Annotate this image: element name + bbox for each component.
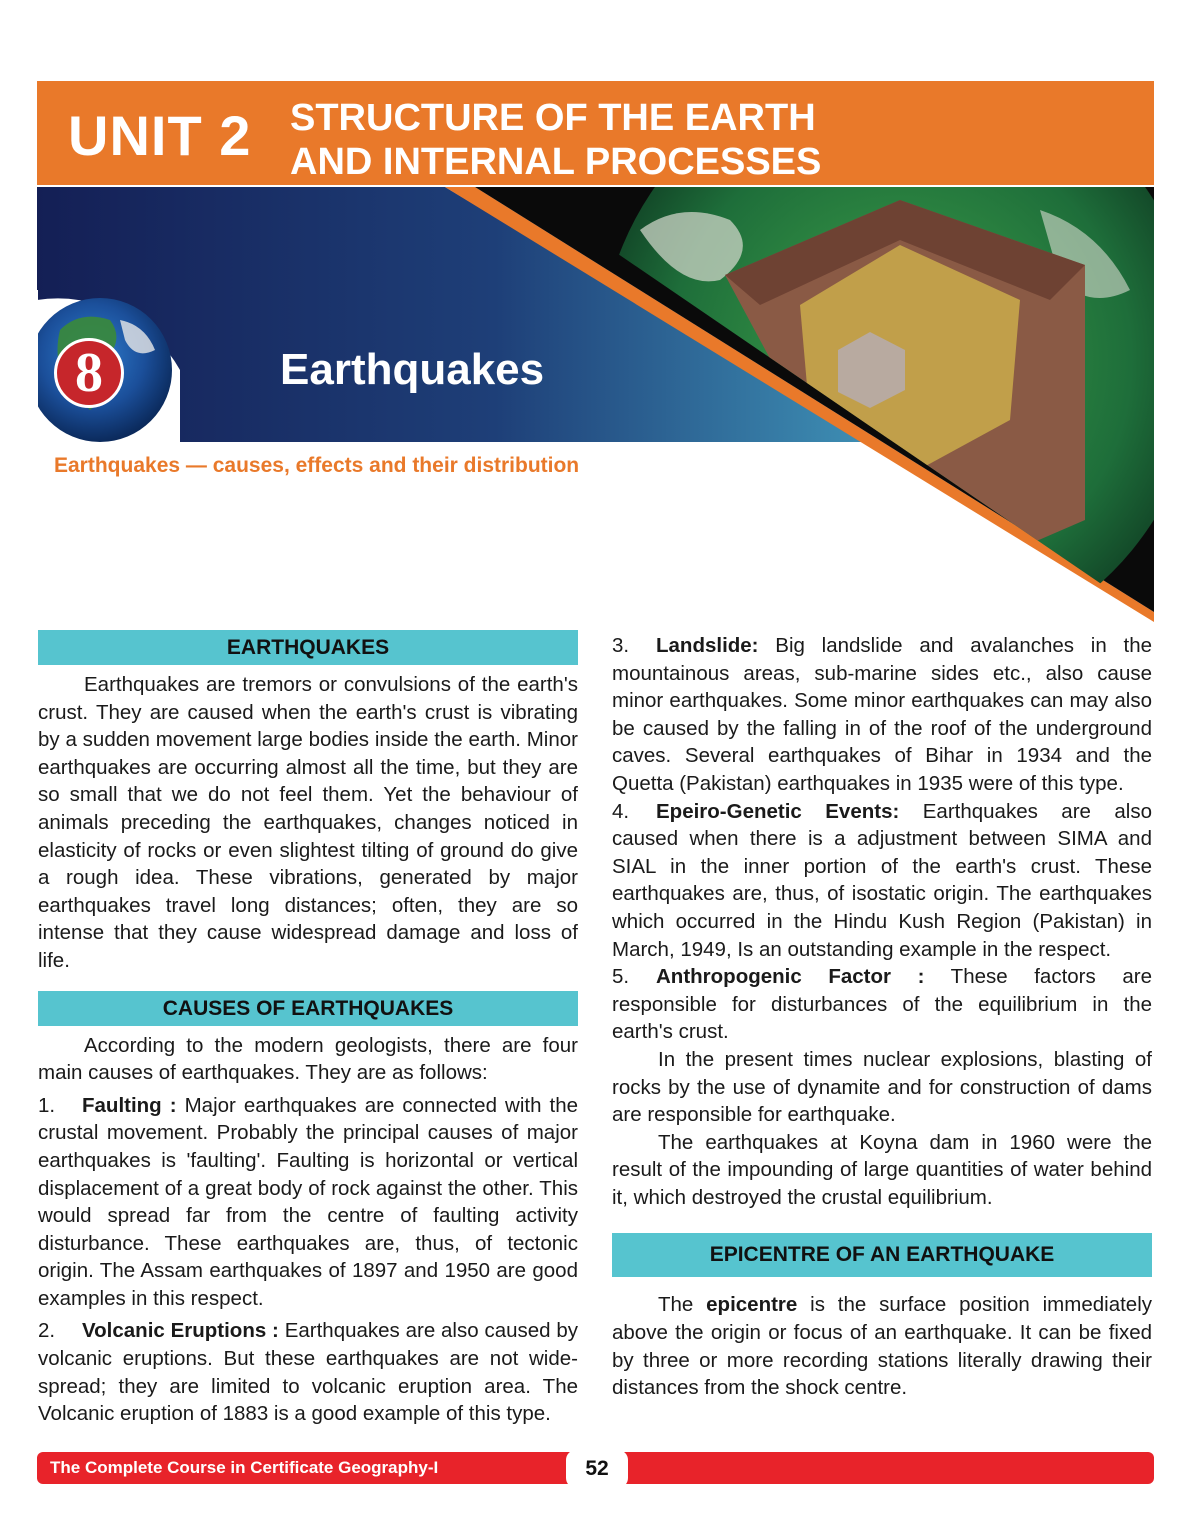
epicentre-paragraph: The epicentre is the surface position immediately above the origin or focus of an earthquake. It can be fixed by three or more recording stations literally drawing their distances from the shock centre. bbox=[612, 1293, 1152, 1400]
unit-label: UNIT 2 bbox=[68, 104, 252, 167]
unit-title-line2: AND INTERNAL PROCESSES bbox=[290, 141, 822, 183]
nuclear-paragraph: In the present times nuclear explosions, blasting of rocks by the use of dynamite and for construction of dams are responsible for earthquake. bbox=[612, 1047, 1152, 1127]
left-column bbox=[38, 630, 578, 1428]
cause-item-volcanic: 2. Volcanic Eruptions : Earthquakes are also caused by volcanic eruptions. But these earthquakes are not wide-spread; they are limited to volcanic eruption area. The Volcanic eruption of 1883 is a good example of this type. bbox=[38, 1319, 578, 1426]
page-number: 52 bbox=[585, 1457, 609, 1480]
right-column bbox=[612, 632, 1152, 1402]
koyna-paragraph: The earthquakes at Koyna dam in 1960 were the result of the impounding of large quantities of water behind it, which destroyed the crustal equilibrium. bbox=[612, 1130, 1152, 1209]
hero-artwork bbox=[0, 0, 1191, 640]
causes-intro: According to the modern geologists, there are four main causes of earthquakes. They are as follows: bbox=[38, 1033, 578, 1085]
section-heading-earthquakes: EARTHQUAKES bbox=[38, 630, 578, 665]
chapter-title: Earthquakes bbox=[280, 345, 545, 394]
earthquakes-paragraph: Earthquakes are tremors or convulsions of the earth's crust. They are caused when the earth's crust is vibrating by a sudden movement large bodies inside the earth. Minor earthquakes are occurring almost all the time, but they are so small that we do not feel them. Yet the behaviour of animals preceding the earthquakes, changes noticed in elasticity of rocks or even slightest tilting of ground do give a rough idea. These vibrations, generated by major earthquakes travel long distances; often, they are so intense that they cause widespread damage and loss of life. bbox=[38, 673, 578, 972]
unit-title-line1: STRUCTURE OF THE EARTH bbox=[290, 97, 816, 139]
footer-book-title: The Complete Course in Certificate Geography-I bbox=[50, 1458, 439, 1477]
cause-item-anthropogenic: 5. Anthropogenic Factor : These factors are responsible for disturbances of the equilibrium in the earth's crust. bbox=[612, 965, 1152, 1044]
chapter-subtitle: Earthquakes — causes, effects and their distribution bbox=[54, 454, 580, 477]
cause-item-epeiro-genetic: 4. Epeiro-Genetic Events: Earthquakes are also caused when there is a adjustment between SIMA and SIAL in the inner portion of the earth's crust. These earthquakes are, thus, of isostatic origin. The earthquakes which occurred in the Hindu Kush Region (Pakistan) in March, 1949, Is an outstanding example in the respect. bbox=[612, 799, 1152, 961]
section-heading-causes: CAUSES OF EARTHQUAKES bbox=[38, 991, 578, 1026]
cause-item-faulting: 1. Faulting : Major earthquakes are connected with the crustal movement. Probably the principal causes of major earthquakes is 'faulting'. Faulting is horizontal or vertical displacement of a great body of rock against the other. This would spread far from the centre of faulting activity disturbance. These earthquakes are, thus, of tectonic origin. The Assam earthquakes of 1897 and 1950 are good examples in this respect. bbox=[38, 1093, 578, 1310]
chapter-number-badge: 8 bbox=[54, 338, 124, 408]
section-heading-epicentre: EPICENTRE OF AN EARTHQUAKE bbox=[612, 1233, 1152, 1277]
cause-item-landslide: 3. Landslide: Big landslide and avalanches in the mountainous areas, sub-marine sides etc., also cause minor earthquakes. Some minor earthquakes can may also be caused by the falling in of the roof of the underground caves. Several earthquakes of Bihar in 1934 and the Quetta (Pakistan) earthquakes in 1935 were of this type. bbox=[612, 634, 1152, 795]
